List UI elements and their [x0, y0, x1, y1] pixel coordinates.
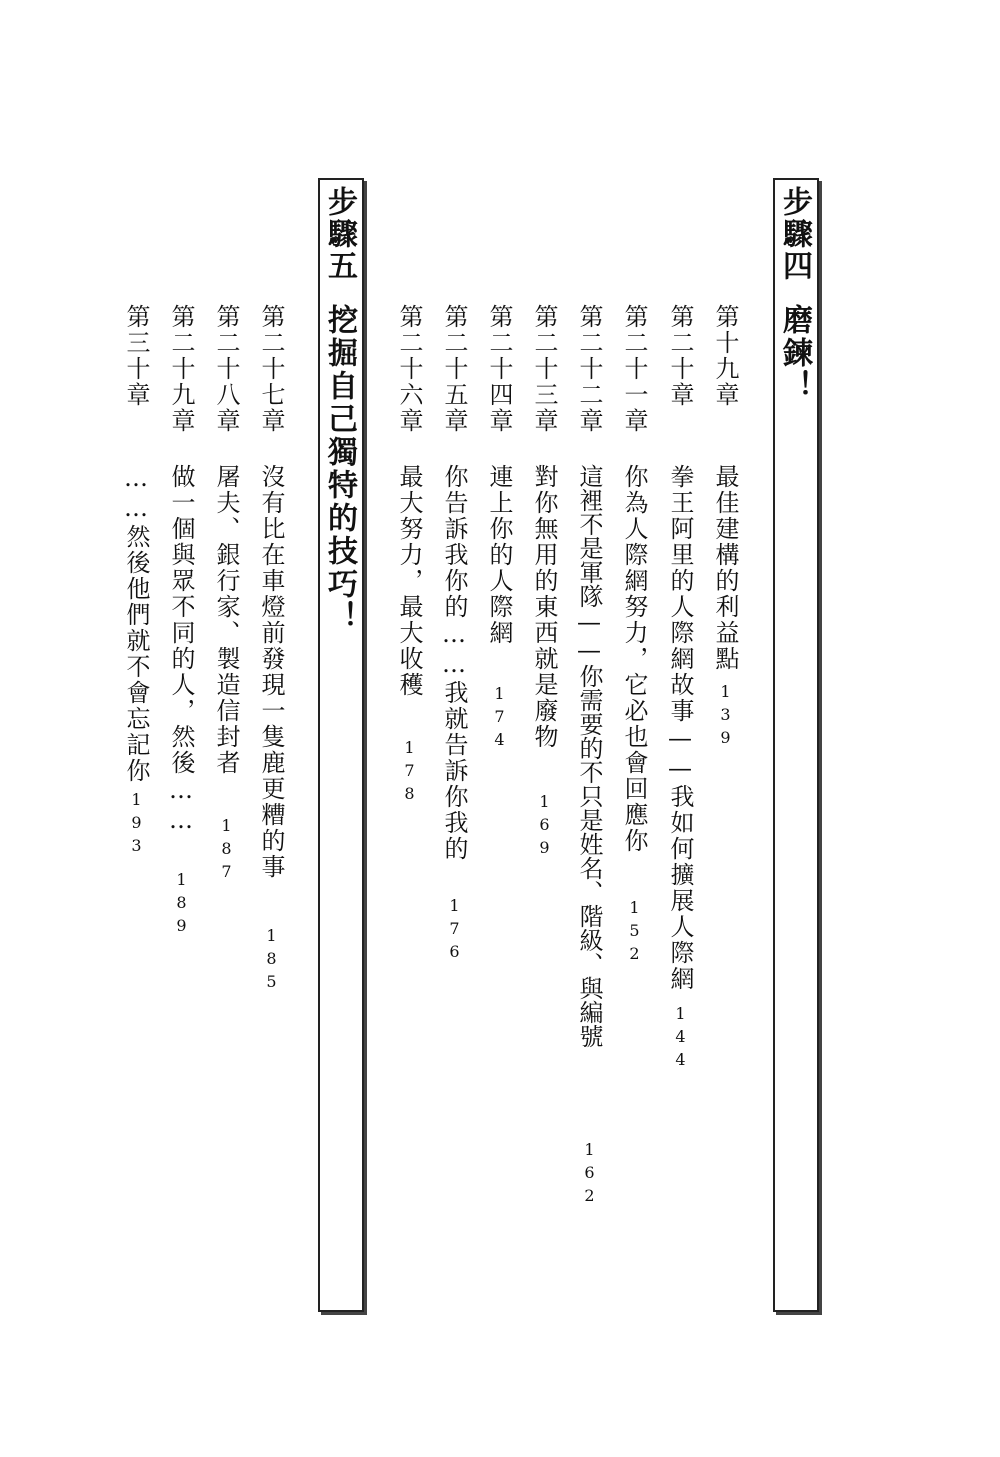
chapter-23-title: 對你無用的東西就是廢物 — [530, 464, 558, 750]
chapter-19-page: 139 — [716, 682, 735, 751]
chapter-25-label: 第二十五章 — [440, 304, 468, 434]
chapter-19-label: 第十九章 — [711, 304, 739, 408]
chapter-26-label: 第二十六章 — [395, 304, 423, 434]
chapter-22-page: 162 — [580, 1140, 599, 1209]
section-4-step-heading: 步驟四 — [777, 186, 812, 282]
chapter-28-title: 屠夫、銀行家、製造信封者 — [212, 464, 240, 776]
chapter-25-page: 176 — [445, 896, 464, 965]
chapter-23-page: 169 — [535, 792, 554, 861]
chapter-29-page: 189 — [172, 870, 191, 939]
chapter-27-title: 沒有比在車燈前發現一隻鹿更糟的事 — [257, 464, 285, 880]
chapter-30-page: 193 — [127, 790, 146, 859]
chapter-19-title: 最佳建構的利益點 — [711, 464, 739, 672]
chapter-22-title: 這裡不是軍隊——你需要的不只是姓名、階級、與編號 — [575, 464, 603, 1048]
chapter-29-label: 第二十九章 — [167, 304, 195, 434]
section-5-title: 挖掘自己獨特的技巧！ — [322, 304, 357, 634]
chapter-29-title: 做一個與眾不同的人，然後…… — [167, 464, 195, 836]
chapter-20-label: 第二十章 — [666, 304, 694, 408]
chapter-21-page: 152 — [625, 898, 644, 967]
chapter-24-label: 第二十四章 — [485, 304, 513, 434]
chapter-30-title: ……然後他們就不會忘記你 — [122, 464, 150, 784]
section-4-title: 磨鍊！ — [777, 304, 812, 403]
chapter-30-label: 第三十章 — [122, 304, 150, 408]
section-5-step-heading: 步驟五 — [322, 186, 357, 282]
chapter-27-page: 185 — [262, 926, 281, 995]
chapter-24-title: 連上你的人際網 — [485, 464, 513, 646]
chapter-24-page: 174 — [490, 684, 509, 753]
chapter-26-title: 最大努力，最大收穫 — [395, 464, 423, 698]
chapter-22-label: 第二十二章 — [575, 304, 603, 434]
chapter-20-title: 拳王阿里的人際網故事——我如何擴展人際網 — [666, 464, 694, 992]
chapter-21-label: 第二十一章 — [620, 304, 648, 434]
chapter-21-title: 你為人際網努力，它必也會回應你 — [620, 464, 648, 854]
chapter-28-page: 187 — [217, 816, 236, 885]
chapter-27-label: 第二十七章 — [257, 304, 285, 434]
chapter-28-label: 第二十八章 — [212, 304, 240, 434]
chapter-23-label: 第二十三章 — [530, 304, 558, 434]
chapter-26-page: 178 — [400, 738, 419, 807]
chapter-25-title: 你告訴我你的……我就告訴你我的 — [440, 464, 468, 862]
chapter-20-page: 144 — [671, 1004, 690, 1073]
